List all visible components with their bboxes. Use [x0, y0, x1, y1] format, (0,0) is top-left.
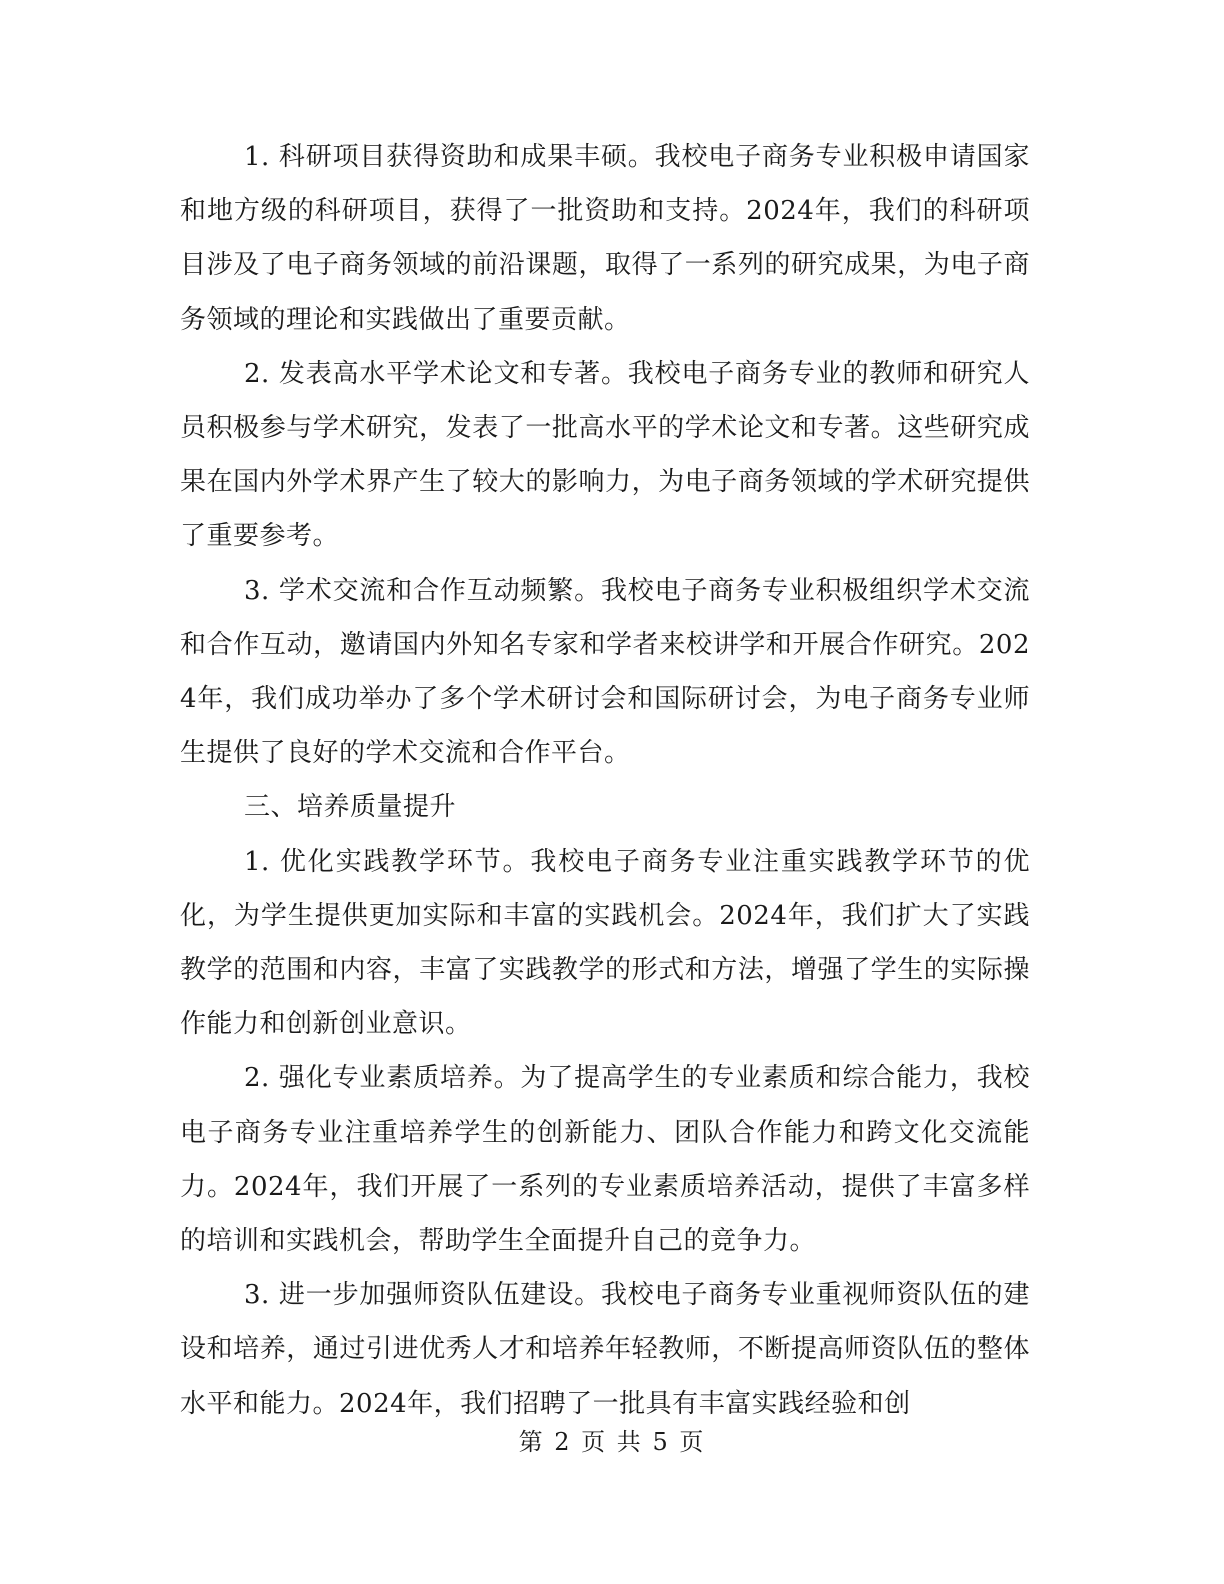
- section-heading-training-quality: 三、培养质量提升: [244, 792, 457, 823]
- document-body: [180, 130, 1030, 1431]
- page-number-footer: 第 2 页 共 5 页: [518, 1428, 706, 1456]
- paragraph-practice-teaching: 1. 优化实践教学环节。我校电子商务专业注重实践教学环节的优化，为学生提供更加实际和丰富的实践机会。2024年，我们扩大了实践教学的范围和内容，丰富了实践教学的形式和方法，增强了学生的实际操作能力和创新创业意识。: [180, 846, 1030, 1040]
- paragraph-academic-papers: 2. 发表高水平学术论文和专著。我校电子商务专业的教师和研究人员积极参与学术研究，发表了一批高水平的学术论文和专著。这些研究成果在国内外学术界产生了较大的影响力，为电子商务领域的学术研究提供了重要参考。: [180, 358, 1030, 552]
- paragraph-research-funding: 1. 科研项目获得资助和成果丰硕。我校电子商务专业积极申请国家和地方级的科研项目，获得了一批资助和支持。2024年，我们的科研项目涉及了电子商务领域的前沿课题，取得了一系列的研究成果，为电子商务领域的理论和实践做出了重要贡献。: [180, 142, 1030, 335]
- paragraph-professional-quality: 2. 强化专业素质培养。为了提高学生的专业素质和综合能力，我校电子商务专业注重培养学生的创新能力、团队合作能力和跨文化交流能力。2024年，我们开展了一系列的专业素质培养活动，提供了丰富多样的培训和实践机会，帮助学生全面提升自己的竞争力。: [180, 1063, 1030, 1257]
- paragraph-faculty-building: 3. 进一步加强师资队伍建设。我校电子商务专业重视师资队伍的建设和培养，通过引进优秀人才和培养年轻教师，不断提高师资队伍的整体水平和能力。2024年，我们招聘了一批具有丰富实践经验和创: [180, 1280, 1030, 1419]
- paragraph-academic-exchange: 3. 学术交流和合作互动频繁。我校电子商务专业积极组织学术交流和合作互动，邀请国内外知名专家和学者来校讲学和开展合作研究。2024年，我们成功举办了多个学术研讨会和国际研讨会，为电子商务专业师生提供了良好的学术交流和合作平台。: [180, 575, 1030, 769]
